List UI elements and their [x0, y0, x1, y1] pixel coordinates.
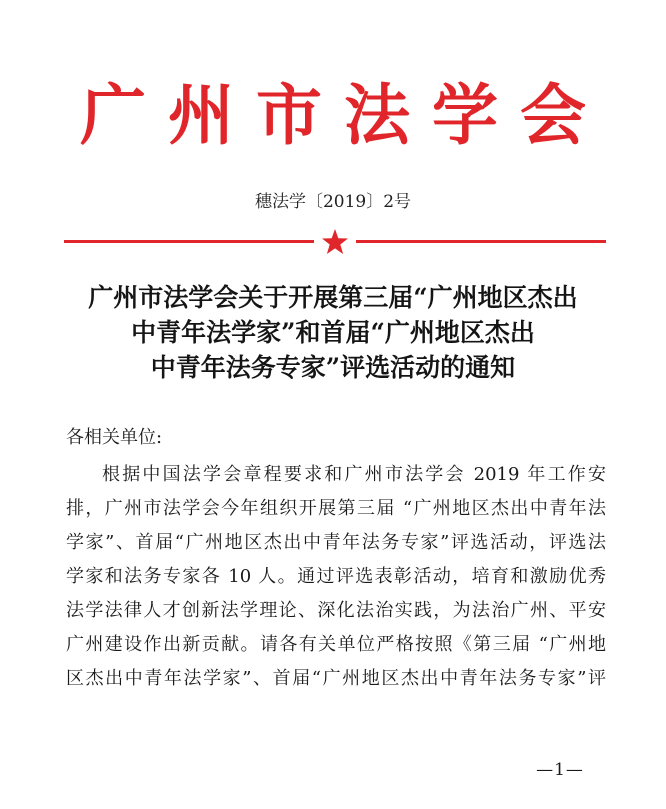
body-line: 区杰出中青年法学家”、首届“广州地区杰出中青年法务专家”评	[66, 668, 606, 689]
title-line: 广州市法学会关于开展第三届“广州地区杰出	[88, 283, 578, 312]
divider-line-right	[356, 240, 606, 243]
body-line: 排，广州市法学会今年组织开展第三届 “广州地区杰出中青年法	[66, 498, 606, 519]
letterhead-org-name: 广州市法学会	[80, 76, 608, 154]
title-line: 中青年法务专家”评选活动的通知	[150, 353, 516, 382]
body-line: 广州建设作出新贡献。请各有关单位严格按照《第三届 “广州地	[66, 634, 606, 655]
body-line: 根据中国法学会章程要求和广州市法学会 2019 年工作安	[102, 464, 606, 485]
body-line: 学家”、首届“广州地区杰出中青年法务专家”评选活动，评选法	[66, 532, 606, 553]
document-number: 穗法学〔2019〕2号	[254, 192, 412, 212]
body-line: 法学法律人才创新法学理论、深化法治实践，为法治广州、平安	[66, 600, 606, 621]
notice-title	[40, 280, 626, 385]
page-number: —1—	[536, 760, 584, 780]
divider-line-left	[64, 240, 314, 243]
body-line: 学家和法务专家各 10 人。通过评选表彰活动，培育和激励优秀	[66, 566, 606, 587]
salutation: 各相关单位:	[66, 427, 163, 448]
body-paragraph	[66, 458, 606, 696]
star-icon	[321, 228, 349, 256]
red-divider	[64, 228, 606, 256]
title-line: 中青年法学家”和首届“广州地区杰出	[131, 318, 535, 347]
